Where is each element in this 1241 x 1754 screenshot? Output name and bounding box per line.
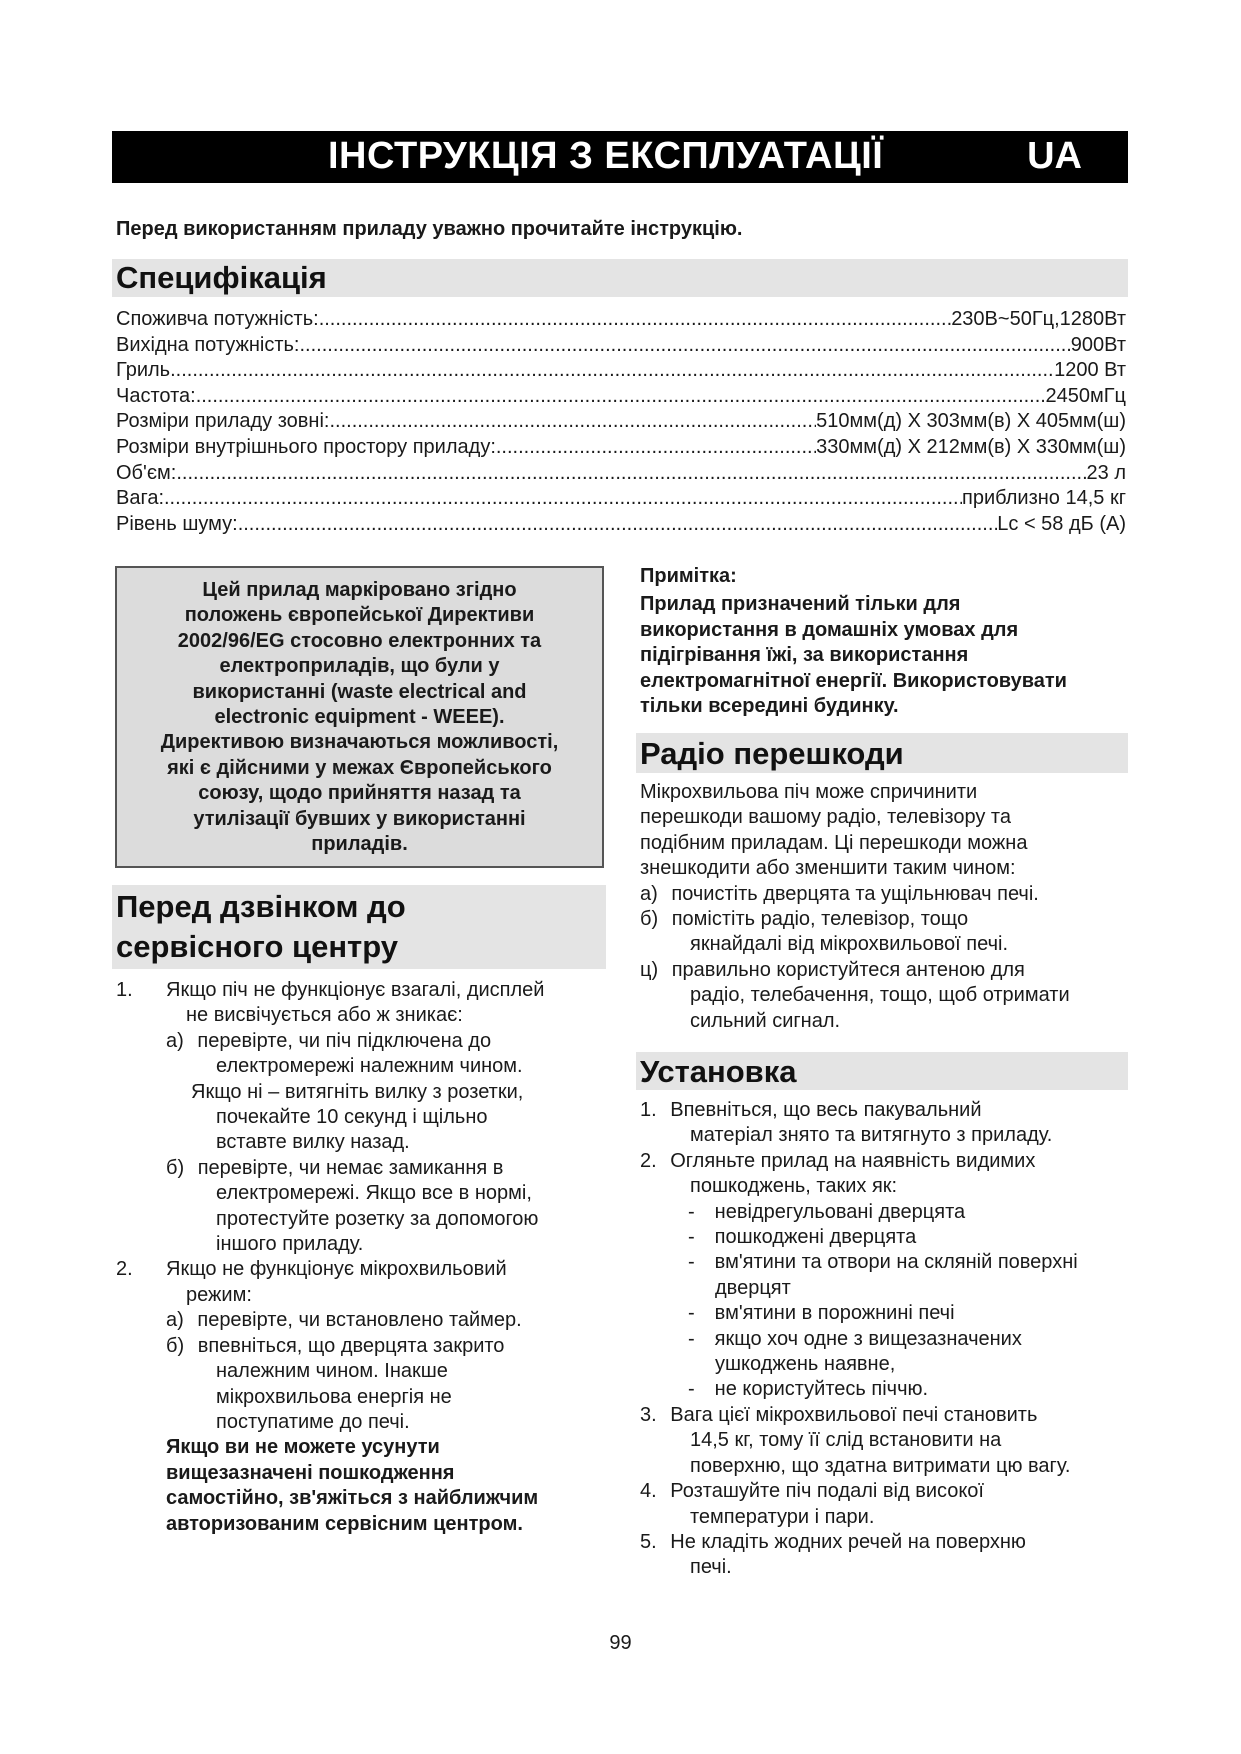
install-item-5-line1: Не кладіть жодних речей на поверхню [670,1530,1026,1553]
spec-row [116,461,1126,487]
install-dash-2: - пошкоджені дверцята [688,1226,917,1249]
install-item-1-line2: матеріал знято та витягнуто з приладу. [690,1124,1053,1147]
note-line3: підігрівання їжі, за використання [640,644,969,667]
install-item-1-num: 1. [640,1099,657,1121]
spec-value: 23 л [1086,461,1126,484]
spec-row [116,358,1126,384]
spec-value: приблизно 14,5 кг [962,487,1126,510]
service-warning-line3: самостійно, зв'яжіться з найближчим [166,1487,539,1510]
spec-label: Розміри внутрішнього простору приладу: [116,435,496,458]
radio-item-b [640,907,1130,958]
service-item-1-line1: Якщо піч не функціонує взагалі, дисплей [166,979,545,1001]
service-item-1b-line4: іншого приладу. [216,1233,364,1256]
install-item-5-line2: печі. [690,1556,732,1579]
radio-item-c-line3: сильний сигнал. [690,1009,841,1032]
service-item-1a-extra3: вставте вилку назад. [216,1131,410,1154]
weee-line: 2002/96/EG стосовно електронних та [177,629,542,652]
weee-line: electronic equipment - WEEE). [214,706,505,729]
install-dash-4-text: вм'ятини в порожнині печі [714,1302,955,1325]
note-line2: використання в домашніх умовах для [640,618,1019,641]
spec-value: Lc < 58 дБ (А) [997,512,1126,535]
install-item-4-line2: температури і пари. [690,1505,875,1528]
weee-line: утилізації бувших у використанні [193,807,526,830]
weee-line: положень європейської Директиви [184,604,535,627]
service-item-2-line2: режим: [186,1283,252,1306]
radio-line3: подібним приладам. Ці перешкоди можна [640,831,1028,854]
service-list [116,978,606,1537]
service-item-2 [116,1257,606,1536]
spec-leader-dots [196,384,1046,410]
spec-row [116,307,1126,333]
spec-label: Розміри приладу зовні: [116,410,330,433]
radio-line4: знешкодити або зменшити таким чином: [640,857,1016,880]
install-dash-2-text: пошкоджені дверцята [714,1226,917,1249]
language-code: UA [1027,135,1082,177]
service-item-1b-line3: протестуйте розетку за допомогою [216,1207,539,1230]
spec-value: 330мм(д) Х 212мм(в) Х 330мм(ш) [816,435,1126,458]
service-title-line2: сервісного центру [116,929,399,964]
weee-line: електроприладів, що були у [219,655,500,678]
spec-leader-dots [496,435,816,461]
spec-table [116,307,1126,537]
service-item-1-num: 1. [116,979,133,1001]
spec-label: Частота: [116,384,196,407]
spec-row [116,409,1126,435]
install-dash-5: - якщо хоч одне з вищезазначених [688,1327,1022,1350]
install-item-2-line1: Огляньте прилад на наявність видимих [670,1149,1036,1172]
radio-item-c-line1: правильно користуйтеся антеною для [671,958,1025,981]
service-title [112,885,606,969]
note-label: Примітка: [640,565,737,587]
service-item-1a-line1: перевірте, чи піч підключена до [197,1029,492,1052]
spec-title: Специфікація [112,259,1128,297]
radio-item-b-line2: якнайдалі від мікрохвильової печі. [690,933,1008,956]
spec-leader-dots [299,333,1070,359]
service-warning [166,1435,606,1537]
service-item-2b-label: б) [166,1334,185,1357]
service-warning-line1: Якщо ви не можете усунути [166,1436,440,1459]
spec-label: Вага: [116,487,164,510]
service-item-1a-extra2: почекайте 10 секунд і щільно [216,1106,488,1129]
service-warning-line2: вищезазначені пошкодження [166,1461,455,1484]
install-item-1 [640,1098,1130,1149]
install-item-4 [640,1479,1130,1530]
service-item-1-line2: не висвічується або ж зникає: [186,1004,463,1027]
service-item-2-line1: Якщо не функціонує мікрохвильовий [166,1258,507,1281]
install-item-4-line1: Розташуйте піч подалі від високої [670,1480,984,1503]
radio-item-a-line1: почистіть дверцята та ущільнювач печі. [671,882,1039,905]
page-header [112,131,1128,183]
spec-row [116,333,1126,359]
install-dash-3: - вм'ятини та отвори на скляній поверхні [688,1251,1078,1274]
weee-line: які є дійсними у межах Європейського [167,756,552,779]
intro-text: Перед використанням приладу уважно прочитайте інструкцію. [116,218,743,240]
install-item-3 [640,1403,1130,1479]
weee-line: приладів. [311,833,408,856]
install-item-2 [640,1149,1130,1403]
service-item-1a-label: а) [166,1029,184,1052]
radio-line2: перешкоди вашому радіо, телевізору та [640,806,1011,829]
install-list [640,1098,1130,1581]
note-line4: електромагнітної енергії. Використовувати [640,669,1067,692]
service-item-1a [166,1029,606,1156]
spec-value: 1200 Вт [1054,359,1126,382]
spec-leader-dots [164,486,962,512]
radio-block [640,780,1130,1034]
spec-label: Споживча потужність: [116,308,319,330]
radio-item-c-line2: радіо, телебачення, тощо, щоб отримати [690,984,1070,1007]
weee-line: використанні (waste electrical and [192,680,527,703]
install-item-3-line2: 14,5 кг, тому її слід встановити на [690,1429,1002,1452]
install-item-2-line2: пошкоджень, таких як: [690,1175,898,1198]
service-item-2b-line3: мікрохвильова енергія не [216,1385,452,1408]
radio-title: Радіо перешкоди [636,733,1128,773]
spec-row [116,384,1126,410]
service-item-1b [166,1156,606,1258]
install-dash-4: - вм'ятини в порожнині печі [688,1302,955,1325]
install-dash-6-text: не користуйтесь піччю. [714,1378,929,1401]
service-item-1b-label: б) [166,1156,185,1179]
service-item-2-num: 2. [116,1258,133,1281]
install-dash-3-cont: дверцят [715,1276,791,1299]
install-title: Установка [636,1052,1128,1090]
note-line5: тільки всередині будинку. [640,695,899,718]
install-item-5-num: 5. [640,1530,657,1553]
install-item-2-num: 2. [640,1149,657,1172]
install-item-1-line1: Впевніться, що весь пакувальний [670,1099,982,1121]
install-dash-5-text: якщо хоч одне з вищезазначених [714,1327,1022,1350]
install-dash-6: - не користуйтесь піччю. [688,1378,929,1401]
spec-leader-dots [238,512,998,538]
install-item-3-line1: Вага цієї мікрохвильової печі становить [670,1403,1038,1426]
radio-line1: Мікрохвильова піч може спричинити [640,781,978,803]
service-item-1 [116,978,606,1257]
spec-value: 230В~50Гц,1280Вт [951,308,1126,330]
service-item-1a-extra1: Якщо ні – витягніть вилку з розетки, [191,1080,524,1103]
service-item-2a-label: а) [166,1309,184,1332]
page-number: 99 [609,1632,632,1654]
weee-line: Цей прилад маркіровано згідно [202,579,517,601]
spec-row [116,486,1126,512]
spec-leader-dots [170,358,1054,384]
radio-item-a [640,882,1130,907]
service-item-1b-line2: електромережі. Якщо все в нормі, [216,1182,532,1205]
install-dash-1-text: невідрегульовані дверцята [714,1200,966,1223]
note-block [640,564,1130,719]
install-dash-1: - невідрегульовані дверцята [688,1200,966,1223]
note-line1: Прилад призначений тільки для [640,593,961,616]
spec-label: Вихідна потужність: [116,333,300,356]
service-item-2b [166,1334,606,1436]
weee-line: союзу, щодо прийняття назад та [198,782,521,805]
radio-item-b-label: б) [640,908,659,931]
spec-row [116,435,1126,461]
radio-item-a-label: а) [640,882,658,905]
spec-value: 510мм(д) Х 303мм(в) Х 405мм(ш) [816,410,1126,433]
service-item-2a-line1: перевірте, чи встановлено таймер. [197,1309,522,1332]
service-warning-line4: авторизованим сервісним центром. [166,1512,523,1535]
weee-line: Директивою визначаються можливості, [160,731,559,754]
page-title: ІНСТРУКЦІЯ З ЕКСПЛУАТАЦІЇ [328,135,884,177]
install-item-5 [640,1530,1130,1581]
spec-label: Об'єм: [116,461,177,484]
spec-leader-dots [319,307,952,333]
service-item-1b-line1: перевірте, чи немає замикання в [197,1156,504,1179]
service-item-1a-line2: електромережі належним чином. [216,1055,523,1078]
weee-notice [115,566,604,868]
spec-label: Гриль [116,359,171,382]
radio-item-c [640,958,1130,1034]
spec-row [116,512,1126,538]
install-item-3-num: 3. [640,1403,657,1426]
service-title-line1: Перед дзвінком до [116,889,406,924]
install-dash-3-text: вм'ятини та отвори на скляній поверхні [714,1251,1078,1274]
spec-label: Рівень шуму: [116,512,238,535]
service-item-2a [166,1308,606,1333]
install-item-4-num: 4. [640,1480,657,1503]
radio-item-c-label: ц) [640,958,659,981]
radio-item-b-line1: помістіть радіо, телевізор, тощо [671,908,969,931]
install-dash-5-cont: ушкоджень наявне, [715,1353,896,1376]
service-item-2b-line4: поступатиме до печі. [216,1410,410,1433]
spec-value: 2450мГц [1045,384,1126,407]
service-item-2b-line2: належним чином. Інакше [216,1360,448,1383]
spec-leader-dots [176,461,1086,487]
service-item-2b-line1: впевніться, що дверцята закрито [197,1334,505,1357]
spec-value: 900Вт [1070,333,1126,356]
spec-leader-dots [329,409,816,435]
install-item-3-line3: поверхню, що здатна витримати цю вагу. [690,1454,1071,1477]
